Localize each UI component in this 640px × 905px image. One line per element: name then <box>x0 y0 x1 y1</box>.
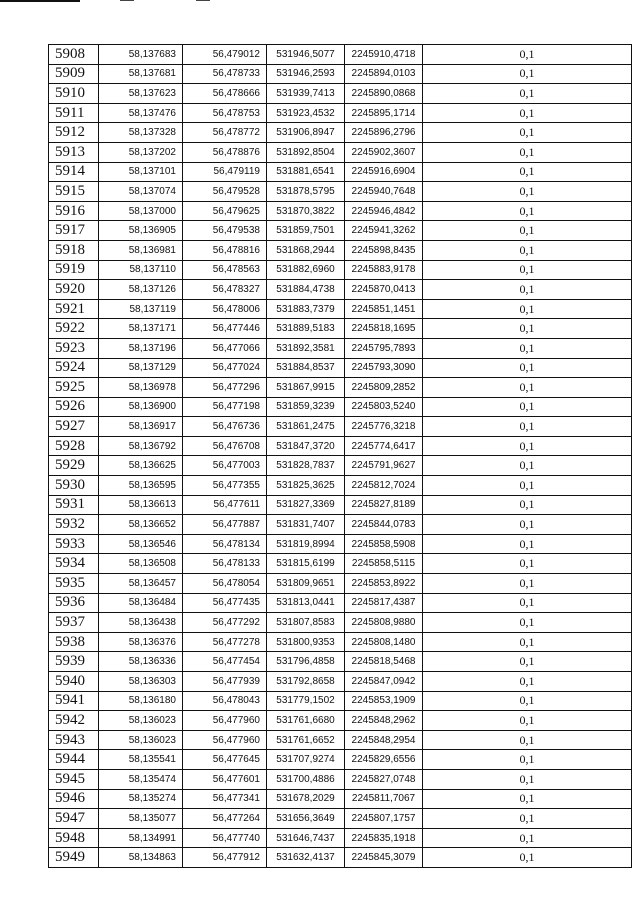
point-number-cell: 5919 <box>49 260 99 280</box>
accuracy-cell: 0,1 <box>423 750 632 770</box>
table-row <box>49 515 632 535</box>
latitude-cell: 58,135541 <box>99 750 183 770</box>
table-row <box>49 809 632 829</box>
longitude-cell: 56,477264 <box>183 809 267 829</box>
table-row <box>49 397 632 417</box>
point-number-cell: 5946 <box>49 789 99 809</box>
x-coordinate-cell: 531800,9353 <box>267 632 345 652</box>
x-coordinate-cell: 531939,7413 <box>267 84 345 104</box>
table-row <box>49 358 632 378</box>
latitude-cell: 58,136978 <box>99 378 183 398</box>
x-coordinate-cell: 531923,4532 <box>267 103 345 123</box>
accuracy-cell: 0,1 <box>423 554 632 574</box>
y-coordinate-cell: 2245848,2962 <box>345 711 423 731</box>
x-coordinate-cell: 531707,9274 <box>267 750 345 770</box>
table-row <box>49 182 632 202</box>
latitude-cell: 58,136900 <box>99 397 183 417</box>
table-row <box>49 319 632 339</box>
point-number-cell: 5910 <box>49 84 99 104</box>
latitude-cell: 58,136917 <box>99 417 183 437</box>
latitude-cell: 58,137328 <box>99 123 183 143</box>
x-coordinate-cell: 531828,7837 <box>267 456 345 476</box>
table-row <box>49 789 632 809</box>
x-coordinate-cell: 531889,5183 <box>267 319 345 339</box>
table-row <box>49 534 632 554</box>
latitude-cell: 58,136792 <box>99 436 183 456</box>
longitude-cell: 56,479528 <box>183 182 267 202</box>
y-coordinate-cell: 2245827,0748 <box>345 769 423 789</box>
point-number-cell: 5949 <box>49 848 99 868</box>
longitude-cell: 56,477887 <box>183 515 267 535</box>
point-number-cell: 5925 <box>49 378 99 398</box>
point-number-cell: 5940 <box>49 672 99 692</box>
longitude-cell: 56,477446 <box>183 319 267 339</box>
longitude-cell: 56,478054 <box>183 574 267 594</box>
latitude-cell: 58,137171 <box>99 319 183 339</box>
y-coordinate-cell: 2245818,1695 <box>345 319 423 339</box>
accuracy-cell: 0,1 <box>423 730 632 750</box>
latitude-cell: 58,137126 <box>99 280 183 300</box>
longitude-cell: 56,477341 <box>183 789 267 809</box>
accuracy-cell: 0,1 <box>423 809 632 829</box>
accuracy-cell: 0,1 <box>423 632 632 652</box>
x-coordinate-cell: 531859,7501 <box>267 221 345 241</box>
latitude-cell: 58,136376 <box>99 632 183 652</box>
accuracy-cell: 0,1 <box>423 338 632 358</box>
y-coordinate-cell: 2245858,5908 <box>345 534 423 554</box>
y-coordinate-cell: 2245941,3262 <box>345 221 423 241</box>
accuracy-cell: 0,1 <box>423 574 632 594</box>
table-row <box>49 672 632 692</box>
point-number-cell: 5936 <box>49 593 99 613</box>
table-row <box>49 730 632 750</box>
point-number-cell: 5933 <box>49 534 99 554</box>
latitude-cell: 58,136457 <box>99 574 183 594</box>
y-coordinate-cell: 2245851,1451 <box>345 299 423 319</box>
latitude-cell: 58,135077 <box>99 809 183 829</box>
point-number-cell: 5928 <box>49 436 99 456</box>
latitude-cell: 58,136595 <box>99 476 183 496</box>
table-row <box>49 828 632 848</box>
longitude-cell: 56,477645 <box>183 750 267 770</box>
table-row <box>49 378 632 398</box>
x-coordinate-cell: 531831,7407 <box>267 515 345 535</box>
point-number-cell: 5909 <box>49 64 99 84</box>
y-coordinate-cell: 2245894,0103 <box>345 64 423 84</box>
point-number-cell: 5916 <box>49 201 99 221</box>
accuracy-cell: 0,1 <box>423 436 632 456</box>
point-number-cell: 5942 <box>49 711 99 731</box>
x-coordinate-cell: 531825,3625 <box>267 476 345 496</box>
latitude-cell: 58,136484 <box>99 593 183 613</box>
longitude-cell: 56,478733 <box>183 64 267 84</box>
point-number-cell: 5923 <box>49 338 99 358</box>
y-coordinate-cell: 2245818,5468 <box>345 652 423 672</box>
x-coordinate-cell: 531632,4137 <box>267 848 345 868</box>
accuracy-cell: 0,1 <box>423 691 632 711</box>
y-coordinate-cell: 2245858,5115 <box>345 554 423 574</box>
point-number-cell: 5937 <box>49 613 99 633</box>
x-coordinate-cell: 531884,8537 <box>267 358 345 378</box>
latitude-cell: 58,137623 <box>99 84 183 104</box>
latitude-cell: 58,136303 <box>99 672 183 692</box>
table-row <box>49 299 632 319</box>
accuracy-cell: 0,1 <box>423 84 632 104</box>
table-row <box>49 593 632 613</box>
accuracy-cell: 0,1 <box>423 280 632 300</box>
table-row <box>49 240 632 260</box>
accuracy-cell: 0,1 <box>423 142 632 162</box>
table-row <box>49 45 632 65</box>
y-coordinate-cell: 2245847,0942 <box>345 672 423 692</box>
longitude-cell: 56,477003 <box>183 456 267 476</box>
longitude-cell: 56,477198 <box>183 397 267 417</box>
longitude-cell: 56,478772 <box>183 123 267 143</box>
latitude-cell: 58,137101 <box>99 162 183 182</box>
x-coordinate-cell: 531883,7379 <box>267 299 345 319</box>
longitude-cell: 56,478134 <box>183 534 267 554</box>
longitude-cell: 56,477435 <box>183 593 267 613</box>
y-coordinate-cell: 2245793,3090 <box>345 358 423 378</box>
y-coordinate-cell: 2245776,3218 <box>345 417 423 437</box>
longitude-cell: 56,477601 <box>183 769 267 789</box>
y-coordinate-cell: 2245791,9627 <box>345 456 423 476</box>
x-coordinate-cell: 531700,4886 <box>267 769 345 789</box>
table-row <box>49 613 632 633</box>
point-number-cell: 5948 <box>49 828 99 848</box>
x-coordinate-cell: 531892,8504 <box>267 142 345 162</box>
table-row <box>49 632 632 652</box>
x-coordinate-cell: 531807,8583 <box>267 613 345 633</box>
table-row <box>49 574 632 594</box>
longitude-cell: 56,477960 <box>183 730 267 750</box>
table-row <box>49 750 632 770</box>
x-coordinate-cell: 531870,3822 <box>267 201 345 221</box>
x-coordinate-cell: 531813,0441 <box>267 593 345 613</box>
latitude-cell: 58,137000 <box>99 201 183 221</box>
table-row <box>49 691 632 711</box>
accuracy-cell: 0,1 <box>423 828 632 848</box>
latitude-cell: 58,137119 <box>99 299 183 319</box>
accuracy-cell: 0,1 <box>423 260 632 280</box>
point-number-cell: 5939 <box>49 652 99 672</box>
x-coordinate-cell: 531881,6541 <box>267 162 345 182</box>
x-coordinate-cell: 531646,7437 <box>267 828 345 848</box>
y-coordinate-cell: 2245795,7893 <box>345 338 423 358</box>
scan-mark <box>120 0 134 1</box>
table-row <box>49 221 632 241</box>
y-coordinate-cell: 2245853,1909 <box>345 691 423 711</box>
table-row <box>49 436 632 456</box>
x-coordinate-cell: 531878,5795 <box>267 182 345 202</box>
longitude-cell: 56,477454 <box>183 652 267 672</box>
longitude-cell: 56,477066 <box>183 338 267 358</box>
table-row <box>49 476 632 496</box>
longitude-cell: 56,478876 <box>183 142 267 162</box>
accuracy-cell: 0,1 <box>423 652 632 672</box>
accuracy-cell: 0,1 <box>423 593 632 613</box>
accuracy-cell: 0,1 <box>423 378 632 398</box>
accuracy-cell: 0,1 <box>423 45 632 65</box>
longitude-cell: 56,477296 <box>183 378 267 398</box>
y-coordinate-cell: 2245808,9880 <box>345 613 423 633</box>
x-coordinate-cell: 531792,8658 <box>267 672 345 692</box>
y-coordinate-cell: 2245870,0413 <box>345 280 423 300</box>
x-coordinate-cell: 531761,6652 <box>267 730 345 750</box>
longitude-cell: 56,478043 <box>183 691 267 711</box>
table-row <box>49 848 632 868</box>
longitude-cell: 56,477024 <box>183 358 267 378</box>
point-number-cell: 5917 <box>49 221 99 241</box>
x-coordinate-cell: 531761,6680 <box>267 711 345 731</box>
latitude-cell: 58,137074 <box>99 182 183 202</box>
latitude-cell: 58,137683 <box>99 45 183 65</box>
table-row <box>49 711 632 731</box>
x-coordinate-cell: 531796,4858 <box>267 652 345 672</box>
point-number-cell: 5938 <box>49 632 99 652</box>
point-number-cell: 5947 <box>49 809 99 829</box>
longitude-cell: 56,477278 <box>183 632 267 652</box>
latitude-cell: 58,136023 <box>99 711 183 731</box>
accuracy-cell: 0,1 <box>423 613 632 633</box>
x-coordinate-cell: 531656,3649 <box>267 809 345 829</box>
accuracy-cell: 0,1 <box>423 240 632 260</box>
accuracy-cell: 0,1 <box>423 201 632 221</box>
table-row <box>49 280 632 300</box>
accuracy-cell: 0,1 <box>423 64 632 84</box>
latitude-cell: 58,134991 <box>99 828 183 848</box>
y-coordinate-cell: 2245883,9178 <box>345 260 423 280</box>
accuracy-cell: 0,1 <box>423 515 632 535</box>
accuracy-cell: 0,1 <box>423 299 632 319</box>
y-coordinate-cell: 2245896,2796 <box>345 123 423 143</box>
table-row <box>49 64 632 84</box>
x-coordinate-cell: 531779,1502 <box>267 691 345 711</box>
y-coordinate-cell: 2245845,3079 <box>345 848 423 868</box>
x-coordinate-cell: 531882,6960 <box>267 260 345 280</box>
longitude-cell: 56,479012 <box>183 45 267 65</box>
latitude-cell: 58,137110 <box>99 260 183 280</box>
latitude-cell: 58,137196 <box>99 338 183 358</box>
x-coordinate-cell: 531861,2475 <box>267 417 345 437</box>
y-coordinate-cell: 2245808,1480 <box>345 632 423 652</box>
top-rule <box>0 0 80 2</box>
x-coordinate-cell: 531847,3720 <box>267 436 345 456</box>
latitude-cell: 58,137129 <box>99 358 183 378</box>
table-row <box>49 123 632 143</box>
x-coordinate-cell: 531884,4738 <box>267 280 345 300</box>
y-coordinate-cell: 2245807,1757 <box>345 809 423 829</box>
point-number-cell: 5934 <box>49 554 99 574</box>
table-row <box>49 495 632 515</box>
y-coordinate-cell: 2245803,5240 <box>345 397 423 417</box>
accuracy-cell: 0,1 <box>423 534 632 554</box>
longitude-cell: 56,478753 <box>183 103 267 123</box>
y-coordinate-cell: 2245898,8435 <box>345 240 423 260</box>
longitude-cell: 56,477611 <box>183 495 267 515</box>
point-number-cell: 5921 <box>49 299 99 319</box>
accuracy-cell: 0,1 <box>423 476 632 496</box>
accuracy-cell: 0,1 <box>423 162 632 182</box>
latitude-cell: 58,136508 <box>99 554 183 574</box>
longitude-cell: 56,479625 <box>183 201 267 221</box>
point-number-cell: 5945 <box>49 769 99 789</box>
latitude-cell: 58,136652 <box>99 515 183 535</box>
x-coordinate-cell: 531815,6199 <box>267 554 345 574</box>
longitude-cell: 56,479119 <box>183 162 267 182</box>
accuracy-cell: 0,1 <box>423 495 632 515</box>
table-row <box>49 417 632 437</box>
point-number-cell: 5911 <box>49 103 99 123</box>
table-row <box>49 201 632 221</box>
x-coordinate-cell: 531946,5077 <box>267 45 345 65</box>
accuracy-cell: 0,1 <box>423 769 632 789</box>
longitude-cell: 56,477355 <box>183 476 267 496</box>
y-coordinate-cell: 2245940,7648 <box>345 182 423 202</box>
table-row <box>49 652 632 672</box>
latitude-cell: 58,136613 <box>99 495 183 515</box>
y-coordinate-cell: 2245946,4842 <box>345 201 423 221</box>
point-number-cell: 5944 <box>49 750 99 770</box>
table-row <box>49 769 632 789</box>
accuracy-cell: 0,1 <box>423 182 632 202</box>
y-coordinate-cell: 2245835,1918 <box>345 828 423 848</box>
longitude-cell: 56,477740 <box>183 828 267 848</box>
accuracy-cell: 0,1 <box>423 711 632 731</box>
longitude-cell: 56,477960 <box>183 711 267 731</box>
longitude-cell: 56,477292 <box>183 613 267 633</box>
latitude-cell: 58,136905 <box>99 221 183 241</box>
point-number-cell: 5912 <box>49 123 99 143</box>
y-coordinate-cell: 2245811,7067 <box>345 789 423 809</box>
accuracy-cell: 0,1 <box>423 672 632 692</box>
latitude-cell: 58,137681 <box>99 64 183 84</box>
y-coordinate-cell: 2245890,0868 <box>345 84 423 104</box>
coordinates-table-body <box>49 45 632 868</box>
point-number-cell: 5908 <box>49 45 99 65</box>
table-row <box>49 338 632 358</box>
accuracy-cell: 0,1 <box>423 848 632 868</box>
x-coordinate-cell: 531946,2593 <box>267 64 345 84</box>
point-number-cell: 5935 <box>49 574 99 594</box>
point-number-cell: 5931 <box>49 495 99 515</box>
table-row <box>49 103 632 123</box>
point-number-cell: 5922 <box>49 319 99 339</box>
point-number-cell: 5924 <box>49 358 99 378</box>
x-coordinate-cell: 531809,9651 <box>267 574 345 594</box>
accuracy-cell: 0,1 <box>423 123 632 143</box>
y-coordinate-cell: 2245812,7024 <box>345 476 423 496</box>
accuracy-cell: 0,1 <box>423 397 632 417</box>
longitude-cell: 56,477912 <box>183 848 267 868</box>
coordinates-table <box>48 44 632 868</box>
point-number-cell: 5915 <box>49 182 99 202</box>
latitude-cell: 58,134863 <box>99 848 183 868</box>
x-coordinate-cell: 531868,2944 <box>267 240 345 260</box>
table-row <box>49 142 632 162</box>
point-number-cell: 5920 <box>49 280 99 300</box>
longitude-cell: 56,476708 <box>183 436 267 456</box>
accuracy-cell: 0,1 <box>423 221 632 241</box>
longitude-cell: 56,477939 <box>183 672 267 692</box>
y-coordinate-cell: 2245774,6417 <box>345 436 423 456</box>
point-number-cell: 5941 <box>49 691 99 711</box>
y-coordinate-cell: 2245910,4718 <box>345 45 423 65</box>
latitude-cell: 58,137202 <box>99 142 183 162</box>
x-coordinate-cell: 531859,3239 <box>267 397 345 417</box>
x-coordinate-cell: 531827,3369 <box>267 495 345 515</box>
x-coordinate-cell: 531867,9915 <box>267 378 345 398</box>
point-number-cell: 5914 <box>49 162 99 182</box>
table-row <box>49 84 632 104</box>
accuracy-cell: 0,1 <box>423 417 632 437</box>
table-row <box>49 260 632 280</box>
longitude-cell: 56,479538 <box>183 221 267 241</box>
accuracy-cell: 0,1 <box>423 358 632 378</box>
y-coordinate-cell: 2245916,6904 <box>345 162 423 182</box>
point-number-cell: 5927 <box>49 417 99 437</box>
longitude-cell: 56,478563 <box>183 260 267 280</box>
point-number-cell: 5926 <box>49 397 99 417</box>
latitude-cell: 58,136546 <box>99 534 183 554</box>
y-coordinate-cell: 2245809,2852 <box>345 378 423 398</box>
y-coordinate-cell: 2245848,2954 <box>345 730 423 750</box>
x-coordinate-cell: 531678,2029 <box>267 789 345 809</box>
accuracy-cell: 0,1 <box>423 103 632 123</box>
point-number-cell: 5943 <box>49 730 99 750</box>
latitude-cell: 58,136625 <box>99 456 183 476</box>
y-coordinate-cell: 2245902,3607 <box>345 142 423 162</box>
accuracy-cell: 0,1 <box>423 789 632 809</box>
latitude-cell: 58,136438 <box>99 613 183 633</box>
longitude-cell: 56,478133 <box>183 554 267 574</box>
table-row <box>49 162 632 182</box>
longitude-cell: 56,476736 <box>183 417 267 437</box>
point-number-cell: 5932 <box>49 515 99 535</box>
y-coordinate-cell: 2245844,0783 <box>345 515 423 535</box>
y-coordinate-cell: 2245853,8922 <box>345 574 423 594</box>
x-coordinate-cell: 531906,8947 <box>267 123 345 143</box>
latitude-cell: 58,136981 <box>99 240 183 260</box>
x-coordinate-cell: 531819,8994 <box>267 534 345 554</box>
point-number-cell: 5913 <box>49 142 99 162</box>
longitude-cell: 56,478666 <box>183 84 267 104</box>
point-number-cell: 5929 <box>49 456 99 476</box>
longitude-cell: 56,478816 <box>183 240 267 260</box>
table-row <box>49 456 632 476</box>
y-coordinate-cell: 2245895,1714 <box>345 103 423 123</box>
y-coordinate-cell: 2245817,4387 <box>345 593 423 613</box>
latitude-cell: 58,137476 <box>99 103 183 123</box>
latitude-cell: 58,136180 <box>99 691 183 711</box>
latitude-cell: 58,135274 <box>99 789 183 809</box>
point-number-cell: 5930 <box>49 476 99 496</box>
table-row <box>49 554 632 574</box>
accuracy-cell: 0,1 <box>423 319 632 339</box>
scan-mark <box>196 0 210 1</box>
x-coordinate-cell: 531892,3581 <box>267 338 345 358</box>
latitude-cell: 58,136336 <box>99 652 183 672</box>
latitude-cell: 58,135474 <box>99 769 183 789</box>
latitude-cell: 58,136023 <box>99 730 183 750</box>
longitude-cell: 56,478006 <box>183 299 267 319</box>
y-coordinate-cell: 2245827,8189 <box>345 495 423 515</box>
y-coordinate-cell: 2245829,6556 <box>345 750 423 770</box>
longitude-cell: 56,478327 <box>183 280 267 300</box>
point-number-cell: 5918 <box>49 240 99 260</box>
accuracy-cell: 0,1 <box>423 456 632 476</box>
